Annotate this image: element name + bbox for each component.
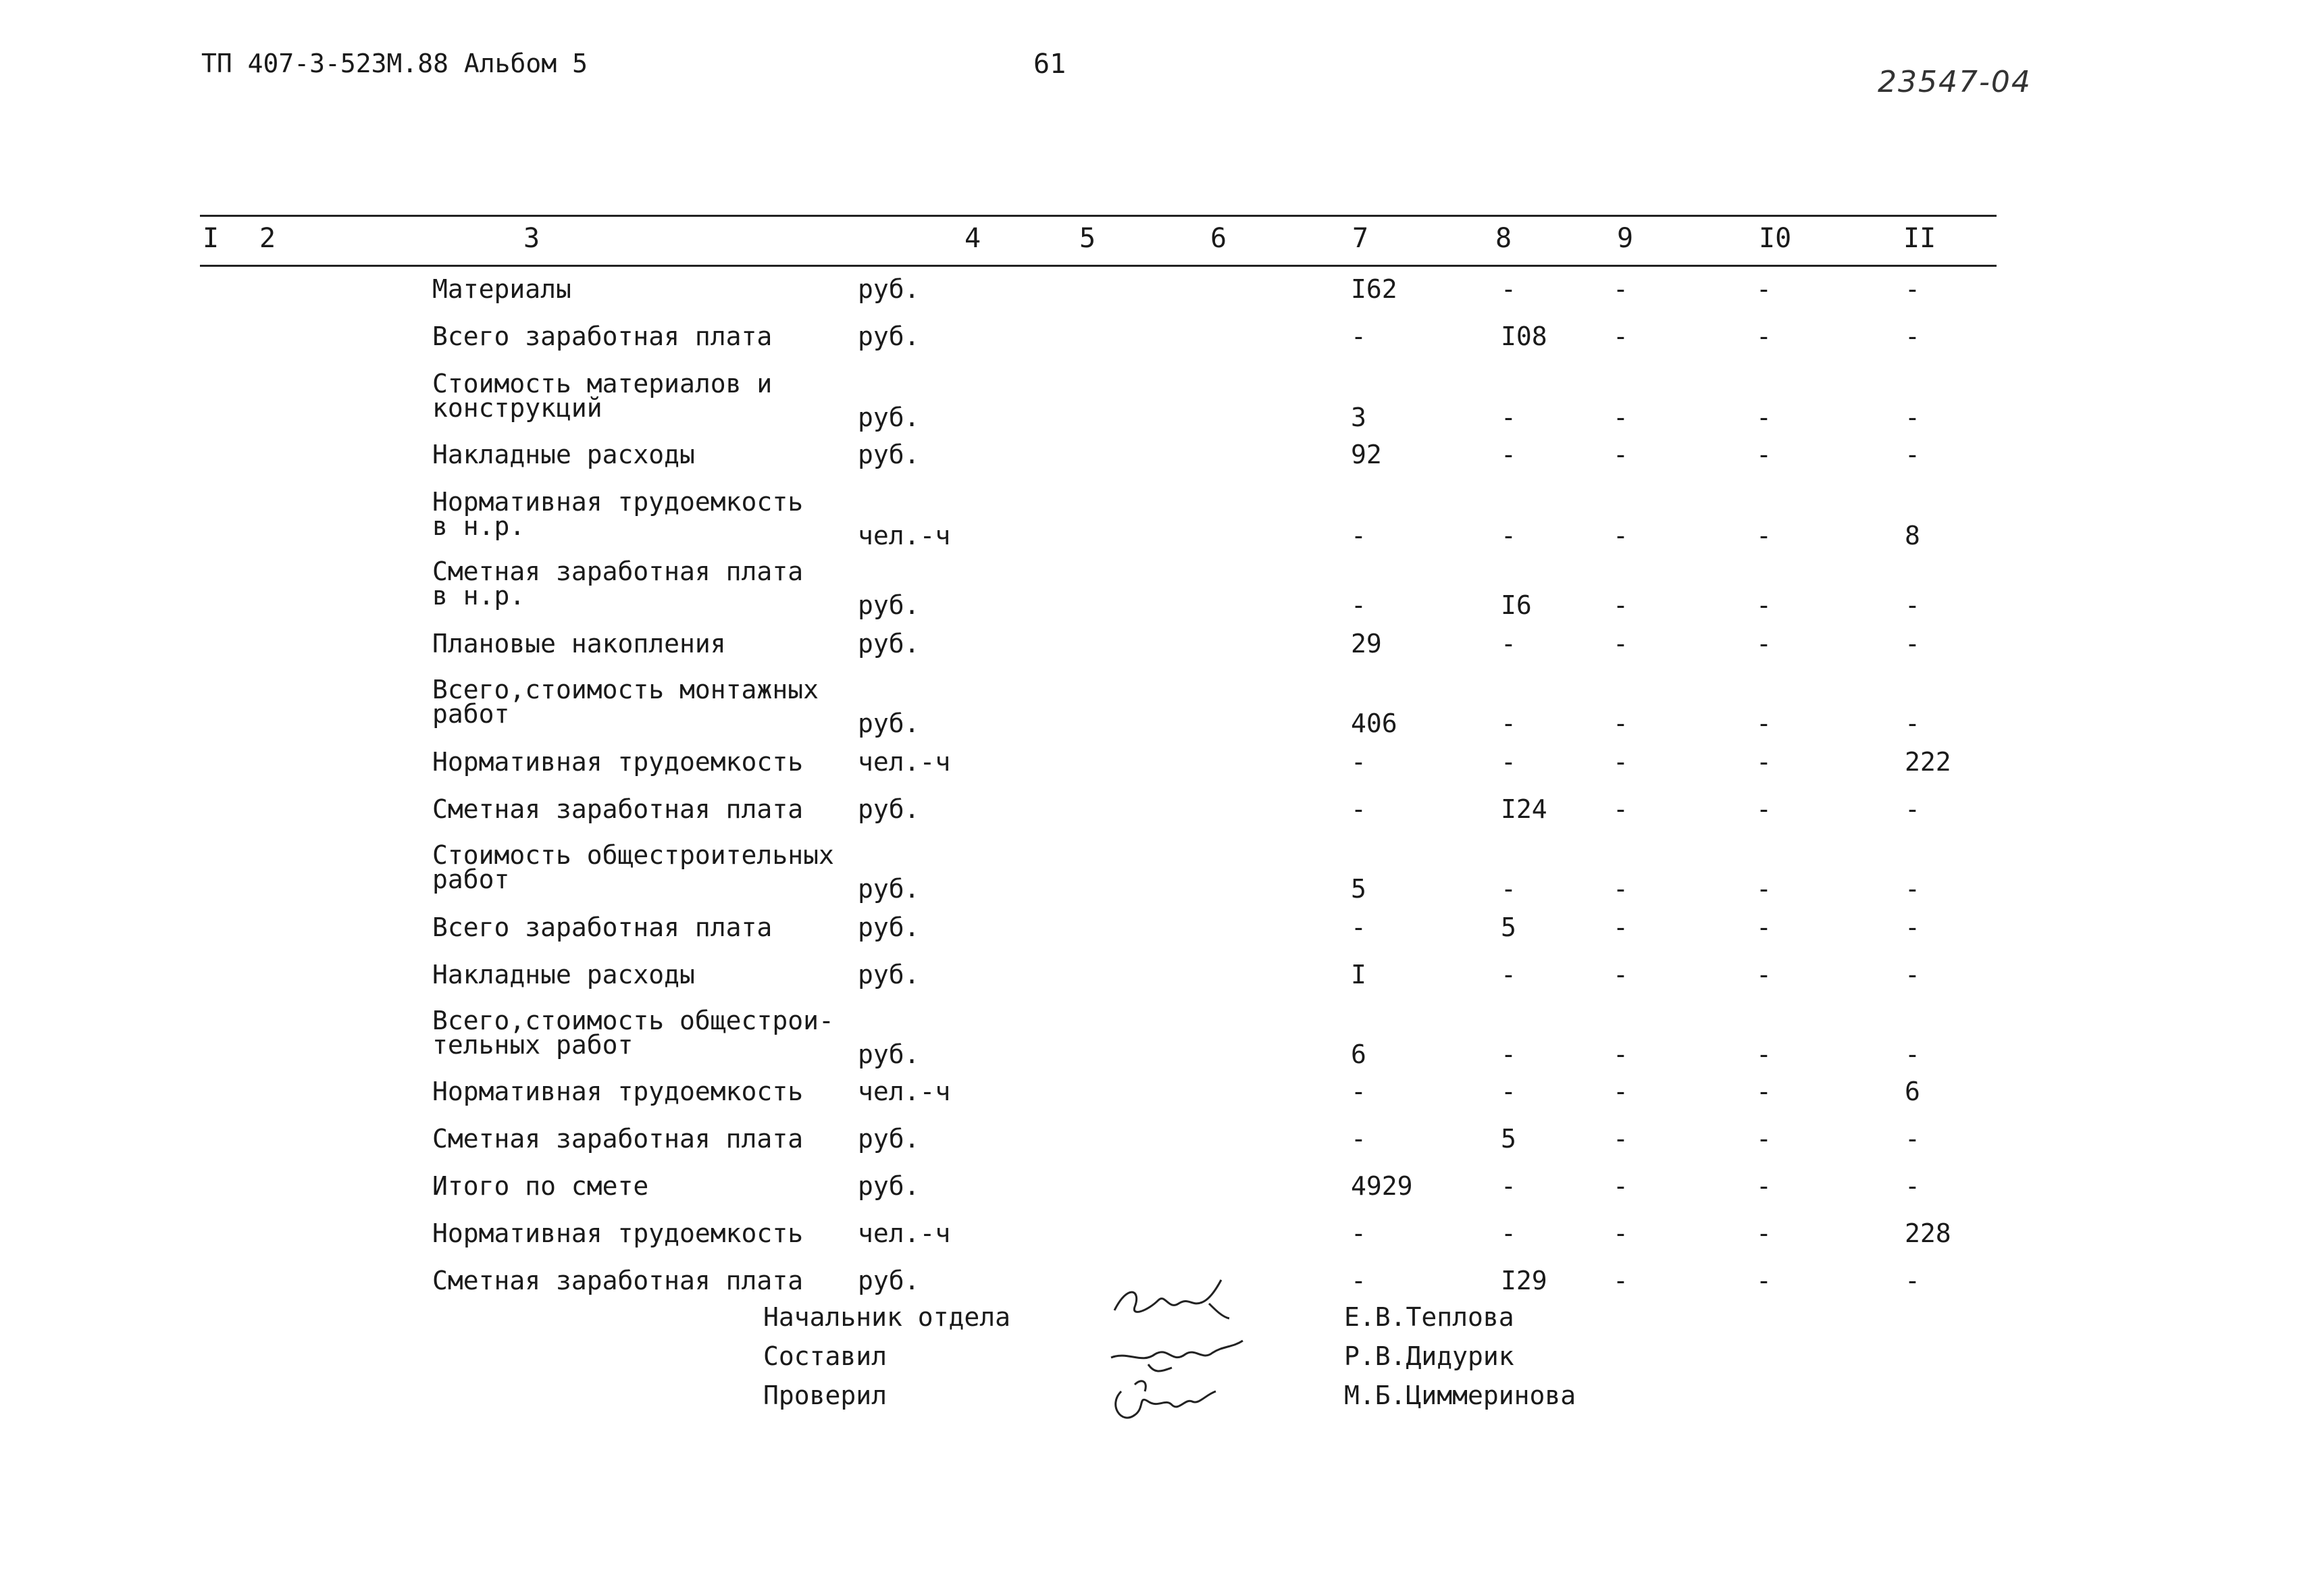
row-label: работ	[432, 699, 510, 729]
row-unit: руб.	[858, 1266, 920, 1295]
cell-col-9: -	[1613, 1124, 1628, 1154]
column-number: 6	[1210, 223, 1227, 254]
row-unit: руб.	[858, 403, 920, 432]
page-number: 61	[1033, 49, 1066, 80]
signatory-name: М.Б.Циммеринова	[1344, 1381, 1576, 1410]
cell-col-10: -	[1756, 794, 1772, 824]
cell-col-7: 92	[1351, 440, 1382, 469]
row-label: Всего,стоимость монтажных	[432, 675, 819, 704]
cell-col-9: -	[1613, 874, 1628, 904]
cell-col-7: I	[1351, 960, 1366, 989]
column-number: II	[1903, 223, 1936, 254]
cell-col-9: -	[1613, 1218, 1628, 1248]
row-label: Плановые накопления	[432, 629, 726, 659]
row-unit: руб.	[858, 1124, 920, 1154]
cell-col-7: -	[1351, 794, 1366, 824]
row-label: Сметная заработная плата	[432, 1124, 804, 1154]
cell-col-8: -	[1501, 709, 1516, 738]
cell-col-8: I6	[1501, 590, 1532, 620]
column-number: 8	[1495, 223, 1512, 254]
cell-col-10: -	[1756, 1266, 1772, 1295]
cell-col-8: -	[1501, 747, 1516, 777]
cell-col-10: -	[1756, 629, 1772, 659]
row-label: работ	[432, 865, 510, 894]
cell-col-7: -	[1351, 912, 1366, 942]
row-unit: чел.-ч	[858, 1218, 951, 1248]
cell-col-9: -	[1613, 1039, 1628, 1069]
cell-col-7: 6	[1351, 1039, 1366, 1069]
cell-col-11: 228	[1905, 1218, 1951, 1248]
row-unit: руб.	[858, 1039, 920, 1069]
cell-col-7: 29	[1351, 629, 1382, 659]
cell-col-9: -	[1613, 1266, 1628, 1295]
cell-col-8: -	[1501, 960, 1516, 989]
cell-col-11: -	[1905, 1124, 1920, 1154]
row-label: Накладные расходы	[432, 440, 695, 469]
row-unit: руб.	[858, 440, 920, 469]
cell-col-11: -	[1905, 274, 1920, 304]
cell-col-9: -	[1613, 794, 1628, 824]
cell-col-9: -	[1613, 403, 1628, 432]
row-unit: руб.	[858, 590, 920, 620]
cell-col-10: -	[1756, 1077, 1772, 1106]
row-label: конструкций	[432, 393, 602, 423]
row-unit: руб.	[858, 912, 920, 942]
cell-col-10: -	[1756, 440, 1772, 469]
row-label: Сметная заработная плата	[432, 1266, 804, 1295]
cell-col-8: -	[1501, 1218, 1516, 1248]
row-unit: руб.	[858, 794, 920, 824]
cell-col-8: -	[1501, 1171, 1516, 1201]
cell-col-8: -	[1501, 274, 1516, 304]
cell-col-8: I29	[1501, 1266, 1547, 1295]
cell-col-11: -	[1905, 960, 1920, 989]
cell-col-11: -	[1905, 1266, 1920, 1295]
cell-col-8: -	[1501, 629, 1516, 659]
cell-col-11: -	[1905, 403, 1920, 432]
cell-col-10: -	[1756, 274, 1772, 304]
signature-mark-head	[1108, 1277, 1243, 1331]
cell-col-7: -	[1351, 1124, 1366, 1154]
cell-col-9: -	[1613, 521, 1628, 550]
column-number: 3	[523, 223, 540, 254]
cell-col-8: 5	[1501, 912, 1516, 942]
cell-col-7: I62	[1351, 274, 1397, 304]
cell-col-10: -	[1756, 521, 1772, 550]
row-unit: руб.	[858, 321, 920, 351]
row-unit: руб.	[858, 1171, 920, 1201]
cell-col-11: -	[1905, 912, 1920, 942]
cell-col-11: -	[1905, 629, 1920, 659]
row-label: Нормативная трудоемкость	[432, 1077, 804, 1106]
row-unit: руб.	[858, 960, 920, 989]
row-unit: руб.	[858, 274, 920, 304]
cell-col-9: -	[1613, 747, 1628, 777]
cell-col-7: -	[1351, 590, 1366, 620]
cell-col-7: -	[1351, 1077, 1366, 1106]
row-label: Всего заработная плата	[432, 321, 773, 351]
cell-col-11: -	[1905, 709, 1920, 738]
cell-col-9: -	[1613, 1171, 1628, 1201]
row-label: Стоимость материалов и	[432, 369, 773, 398]
cell-col-10: -	[1756, 874, 1772, 904]
cell-col-8: 5	[1501, 1124, 1516, 1154]
cell-col-7: 5	[1351, 874, 1366, 904]
cell-col-7: -	[1351, 1266, 1366, 1295]
cell-col-10: -	[1756, 1171, 1772, 1201]
cell-col-11: 222	[1905, 747, 1951, 777]
column-number: I	[203, 223, 220, 254]
signature-role: Проверил	[763, 1381, 888, 1410]
row-label: Сметная заработная плата	[432, 557, 804, 586]
cell-col-10: -	[1756, 321, 1772, 351]
cell-col-9: -	[1613, 440, 1628, 469]
cell-col-8: -	[1501, 1077, 1516, 1106]
row-label: Материалы	[432, 274, 571, 304]
column-number: 9	[1617, 223, 1634, 254]
cell-col-8: I24	[1501, 794, 1547, 824]
cell-col-11: -	[1905, 440, 1920, 469]
cell-col-10: -	[1756, 960, 1772, 989]
column-number: 7	[1352, 223, 1369, 254]
cell-col-11: -	[1905, 1039, 1920, 1069]
row-label: тельных работ	[432, 1030, 634, 1060]
cell-col-9: -	[1613, 960, 1628, 989]
row-unit: руб.	[858, 874, 920, 904]
cell-col-8: I08	[1501, 321, 1547, 351]
column-number: 5	[1079, 223, 1096, 254]
cell-col-7: 3	[1351, 403, 1366, 432]
row-label: Всего,стоимость общестрои-	[432, 1006, 834, 1035]
table-top-rule	[200, 215, 1997, 217]
row-label: Нормативная трудоемкость	[432, 487, 804, 517]
cell-col-8: -	[1501, 440, 1516, 469]
column-number: I0	[1759, 223, 1792, 254]
cell-col-7: 406	[1351, 709, 1397, 738]
document-code: ТП 407-3-523М.88 Альбом 5	[201, 49, 588, 78]
cell-col-11: 6	[1905, 1077, 1920, 1106]
signatory-name: Е.В.Теплова	[1344, 1302, 1514, 1332]
cell-col-9: -	[1613, 590, 1628, 620]
row-unit: руб.	[858, 629, 920, 659]
cell-col-7: -	[1351, 1218, 1366, 1248]
cell-col-10: -	[1756, 709, 1772, 738]
row-unit: чел.-ч	[858, 1077, 951, 1106]
cell-col-11: -	[1905, 874, 1920, 904]
row-label: Всего заработная плата	[432, 912, 773, 942]
column-number: 4	[965, 223, 981, 254]
cell-col-7: -	[1351, 321, 1366, 351]
row-label: Сметная заработная плата	[432, 794, 804, 824]
row-label: Накладные расходы	[432, 960, 695, 989]
cell-col-11: -	[1905, 794, 1920, 824]
cell-col-11: -	[1905, 1171, 1920, 1201]
row-label: в н.р.	[432, 581, 525, 611]
row-label: Нормативная трудоемкость	[432, 1218, 804, 1248]
signature-role: Составил	[763, 1341, 888, 1371]
row-label: в н.р.	[432, 511, 525, 541]
signature-role: Начальник отдела	[763, 1302, 1011, 1332]
row-label: Итого по смете	[432, 1171, 649, 1201]
row-unit: чел.-ч	[858, 521, 951, 550]
cell-col-8: -	[1501, 1039, 1516, 1069]
cell-col-9: -	[1613, 709, 1628, 738]
signature-mark-checked	[1108, 1371, 1229, 1432]
row-label: Нормативная трудоемкость	[432, 747, 804, 777]
cell-col-10: -	[1756, 1039, 1772, 1069]
cell-col-8: -	[1501, 521, 1516, 550]
cell-col-7: 4929	[1351, 1171, 1413, 1201]
cell-col-9: -	[1613, 1077, 1628, 1106]
cell-col-9: -	[1613, 629, 1628, 659]
cell-col-10: -	[1756, 590, 1772, 620]
cell-col-11: -	[1905, 321, 1920, 351]
archive-number: 23547-04	[1878, 65, 2032, 99]
table-header-rule	[200, 265, 1997, 267]
signatory-name: Р.В.Дидурик	[1344, 1341, 1514, 1371]
row-unit: руб.	[858, 709, 920, 738]
cell-col-10: -	[1756, 912, 1772, 942]
cell-col-10: -	[1756, 1218, 1772, 1248]
cell-col-11: 8	[1905, 521, 1920, 550]
cell-col-10: -	[1756, 403, 1772, 432]
cell-col-9: -	[1613, 321, 1628, 351]
cell-col-8: -	[1501, 403, 1516, 432]
row-label: Стоимость общестроительных	[432, 840, 834, 870]
cell-col-9: -	[1613, 274, 1628, 304]
cell-col-9: -	[1613, 912, 1628, 942]
cell-col-7: -	[1351, 747, 1366, 777]
cell-col-11: -	[1905, 590, 1920, 620]
cell-col-7: -	[1351, 521, 1366, 550]
cell-col-8: -	[1501, 874, 1516, 904]
column-number: 2	[259, 223, 276, 254]
cell-col-10: -	[1756, 1124, 1772, 1154]
row-unit: чел.-ч	[858, 747, 951, 777]
cell-col-10: -	[1756, 747, 1772, 777]
